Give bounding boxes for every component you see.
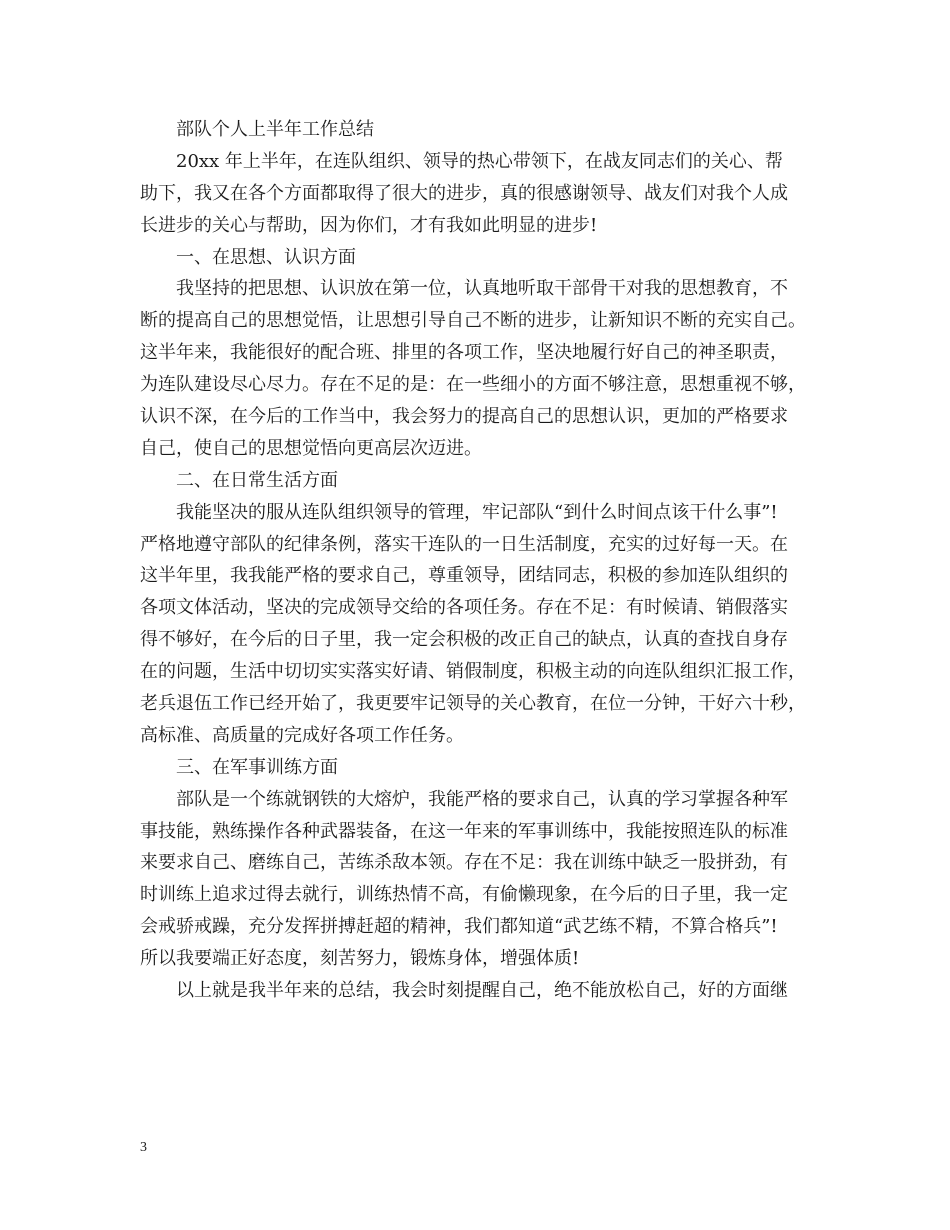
section-daily-life-line: 这半年里，我我能严格的要求自己，尊重领导，团结同志，积极的参加连队组织的 [140, 565, 788, 587]
intro-line: 助下，我又在各个方面都取得了很大的进步，真的很感谢领导、战友们对我个人成 [140, 182, 788, 204]
section-military-training-line: 部队是一个练就钢铁的大熔炉，我能严格的要求自己，认真的学习掌握各种军 [176, 788, 788, 810]
section-thought-line: 这半年来，我能很好的配合班、排里的各项工作，坚决地履行好自己的神圣职责， [140, 342, 788, 364]
section-heading-military-training: 三、在军事训练方面 [176, 756, 338, 778]
section-daily-life-line: 我能坚决的服从连队组织领导的管理，牢记部队“到什么时间点该干什么事”! [176, 501, 778, 523]
section-daily-life-line: 老兵退伍工作已经开始了，我更要牢记领导的关心教育，在位一分钟，干好六十秒， [140, 693, 806, 715]
intro-line: 长进步的关心与帮助，因为你们，才有我如此明显的进步! [140, 214, 598, 236]
section-daily-life-line: 各项文体活动，坚决的完成领导交给的各项任务。存在不足：有时候请、销假落实 [140, 597, 788, 619]
section-heading-thought: 一、在思想、认识方面 [176, 246, 356, 268]
document-title: 部队个人上半年工作总结 [176, 119, 374, 140]
section-daily-life-line: 严格地遵守部队的纪律条例，落实干连队的一日生活制度，充实的过好每一天。在 [140, 533, 788, 555]
section-military-training-line: 所以我要端正好态度，刻苦努力，锻炼身体，增强体质! [140, 948, 580, 970]
section-military-training-line: 时训练上追求过得去就行，训练热情不高，有偷懒现象，在今后的日子里，我一定 [140, 884, 788, 906]
section-thought-line: 断的提高自己的思想觉悟，让思想引导自己不断的进步，让新知识不断的充实自己。 [140, 310, 806, 332]
closing-line: 以上就是我半年来的总结，我会时刻提醒自己，绝不能放松自己，好的方面继 [176, 980, 788, 1002]
section-daily-life-line: 高标准、高质量的完成好各项工作任务。 [140, 724, 464, 746]
section-thought-line: 自己，使自己的思想觉悟向更高层次迈进。 [140, 437, 482, 459]
section-military-training-line: 会戒骄戒躁，充分发挥拼搏赶超的精神，我们都知道“武艺练不精，不算合格兵”! [140, 916, 778, 938]
section-military-training-line: 事技能，熟练操作各种武器装备，在这一年来的军事训练中，我能按照连队的标准 [140, 820, 788, 842]
section-heading-daily-life: 二、在日常生活方面 [176, 469, 338, 491]
section-daily-life-line: 得不够好，在今后的日子里，我一定会积极的改正自己的缺点，认真的查找自身存 [140, 629, 788, 651]
document-body [140, 114, 820, 1007]
page-number: 3 [140, 1140, 147, 1155]
section-military-training-line: 来要求自己、磨练自己，苦练杀敌本领。存在不足：我在训练中缺乏一股拼劲，有 [140, 852, 788, 874]
intro-line: 20xx 年上半年，在连队组织、领导的热心带领下，在战友同志们的关心、帮 [176, 150, 783, 172]
section-daily-life-line: 在的问题，生活中切切实实落实好请、销假制度，积极主动的向连队组织汇报工作， [140, 661, 806, 683]
section-thought-line: 认识不深，在今后的工作当中，我会努力的提高自己的思想认识，更加的严格要求 [140, 406, 788, 428]
section-thought-line: 我坚持的把思想、认识放在第一位，认真地听取干部骨干对我的思想教育，不 [176, 278, 788, 300]
section-thought-line: 为连队建设尽心尽力。存在不足的是：在一些细小的方面不够注意，思想重视不够， [140, 374, 806, 396]
